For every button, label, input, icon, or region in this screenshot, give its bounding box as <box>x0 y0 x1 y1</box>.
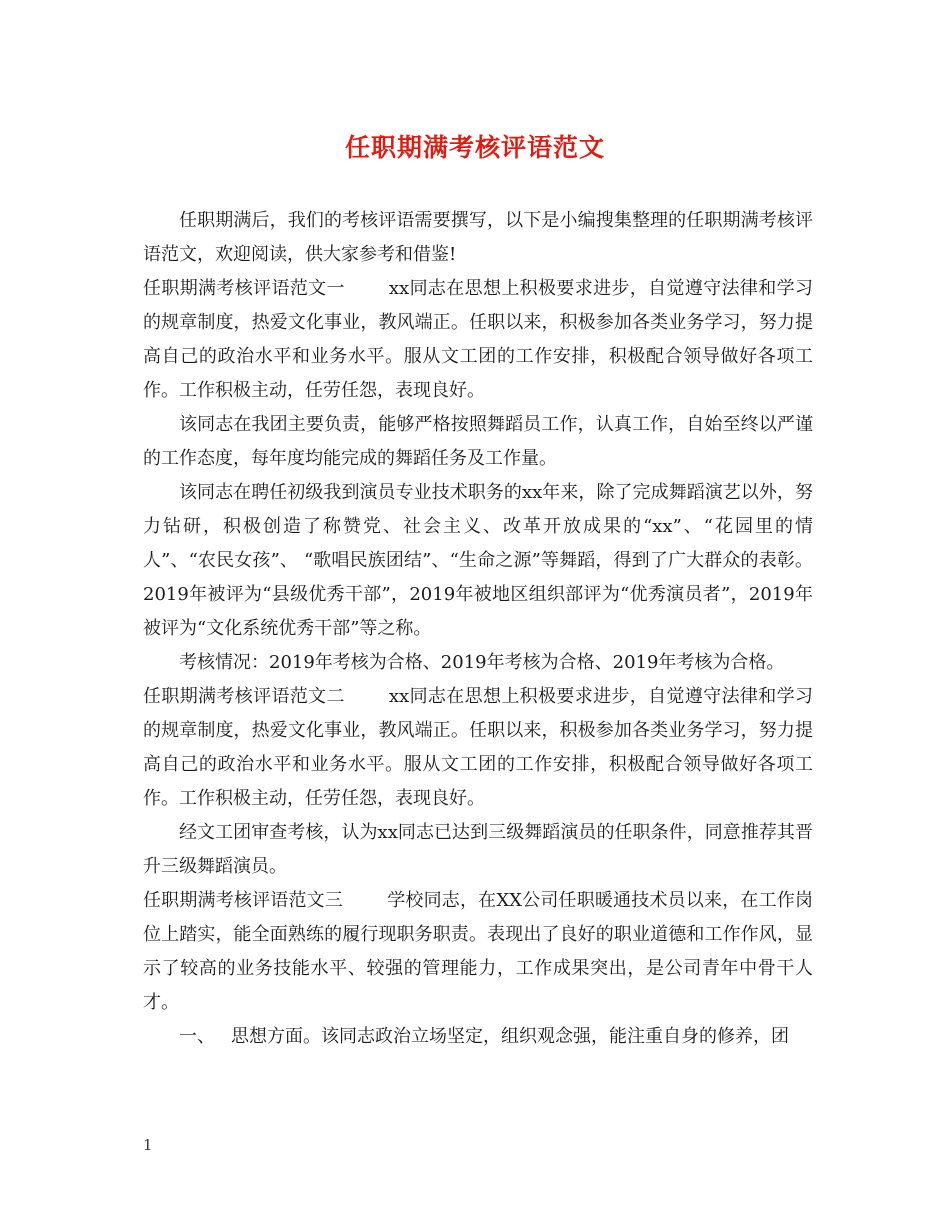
section3-item-1 <box>143 1020 813 1054</box>
section1-paragraph <box>143 272 813 408</box>
section1-paragraph-4: 考核情况：2019年考核为合格、2019年考核为合格、2019年考核为合格。 <box>179 652 785 673</box>
section1-paragraph-3: 该同志在聘任初级我到演员专业技术职务的xx年来，除了完成舞蹈演艺以外，努力钻研，积极创造了称赞党、社会主义、改革开放成果的“xx”、“花园里的情人”、“农民女孩”、 “歌唱民族团结”、“生命之源”等舞蹈，得到了广大群众的表彰。2019年被评为“县级优秀干部”，2019年被地区组织部评为“优秀演员者”，2019年被评为“文化系统优秀干部”等之称。 <box>143 482 813 639</box>
section1-lead: xx同志在思想上积极要求进步，自觉遵守法律和学习的规章制度，热爱文化事业，教风端正。任职以来，积极参加各类业务学习，努力提高自己的政治水平和业务水平。服从文工团的工作安排，积极配合领导做好各项工作。工作积极主动，任劳任怨，表现良好。 <box>143 278 813 401</box>
section3-item-1-marker: 一、 <box>179 1026 215 1047</box>
section3-lead: 学校同志，在XX公司任职暖通技术员以来，在工作岗位上踏实，能全面熟练的履行现职务职责。表现出了良好的职业道德和工作作风，显示了较高的业务技能水平、较强的管理能力，工作成果突出，是公司青年中骨干人才。 <box>143 890 813 1013</box>
section2-paragraph-2: 经文工团审查考核，认为xx同志已达到三级舞蹈演员的任职条件，同意推荐其晋升三级舞蹈演员。 <box>143 822 813 877</box>
section2-paragraph <box>143 680 813 816</box>
section1-paragraph-2: 该同志在我团主要负责，能够严格按照舞蹈员工作，认真工作，自始至终以严谨的工作态度，每年度均能完成的舞蹈任务及工作量。 <box>143 414 813 469</box>
section2-lead: xx同志在思想上积极要求进步，自觉遵守法律和学习的规章制度，热爱文化事业，教风端正。任职以来，积极参加各类业务学习，努力提高自己的政治水平和业务水平。服从文工团的工作安排，积极配合领导做好各项工作。工作积极主动，任劳任怨，表现良好。 <box>143 686 813 809</box>
section2-heading: 任职期满考核评语范文二 <box>143 686 345 707</box>
section3-paragraph <box>143 884 813 1020</box>
section3-heading: 任职期满考核评语范文三 <box>143 890 344 911</box>
document-body <box>143 204 813 1054</box>
intro-paragraph: 任职期满后，我们的考核评语需要撰写，以下是小编搜集整理的任职期满考核评语范文，欢迎阅读，供大家参考和借鉴! <box>143 210 813 265</box>
section1-heading: 任职期满考核评语范文一 <box>143 278 345 299</box>
page-number: 1 <box>143 1136 153 1154</box>
section3-item-1-text: 思想方面。该同志政治立场坚定，组织观念强，能注重自身的修养，团 <box>231 1026 789 1047</box>
document-title: 任职期满考核评语范文 <box>344 133 605 162</box>
